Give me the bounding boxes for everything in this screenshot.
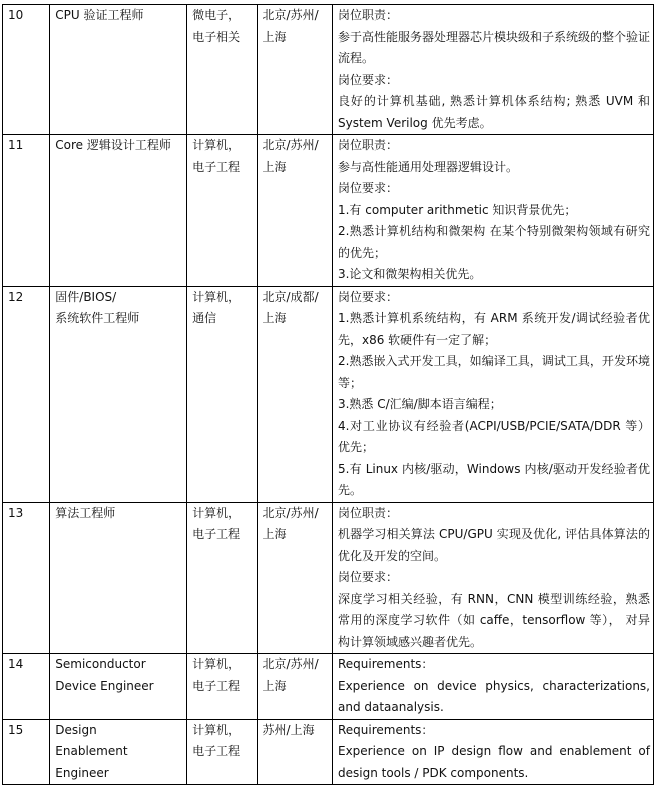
- details-line: 岗位职责：: [337, 138, 398, 152]
- major-line: 通信: [192, 311, 217, 325]
- major-cell: [187, 654, 257, 720]
- job-title-line: Semiconductor: [55, 657, 146, 671]
- details-line: 良好的计算机基础, 熟悉计算机体系结构; 熟悉 UVM 和 System Verilog 优先考虑。: [337, 94, 650, 130]
- table-row: [3, 5, 654, 135]
- details-line: Requirements：: [337, 657, 434, 671]
- location-line: 北京/苏州/: [262, 8, 319, 22]
- details-line: 机器学习相关算法 CPU/GPU 实现及优化, 评估具体算法的优化及开发的空间。: [337, 527, 650, 563]
- major-line: 计算机，: [192, 722, 241, 737]
- job-number-cell: [3, 5, 50, 135]
- job-title-cell: [50, 5, 187, 135]
- details-line: 4.对工业协议有经验者(ACPI/USB/PCIE/SATA/DDR 等）优先；: [337, 418, 650, 454]
- job-title-line: CPU 验证工程师: [55, 8, 144, 22]
- details-cell: [332, 654, 653, 720]
- location-line: 上海: [262, 527, 287, 541]
- job-title-cell: [50, 502, 187, 654]
- details-line: 岗位职责：: [337, 8, 398, 22]
- major-line: 电子相关: [192, 29, 241, 44]
- location-line: 上海: [262, 678, 287, 693]
- details-line: Experience on IP design flow and enablement of design tools / PDK components.: [337, 744, 650, 780]
- job-number-cell: [3, 719, 50, 785]
- major-cell: [187, 502, 257, 654]
- major-cell: [187, 286, 257, 502]
- details-line: 岗位要求：: [337, 289, 398, 304]
- major-line: 电子工程: [192, 744, 241, 758]
- major-line: 微电子，: [192, 8, 241, 22]
- job-number: 14: [8, 657, 24, 671]
- location-line: 北京/成都/: [262, 289, 319, 304]
- location-line: 上海: [262, 311, 287, 325]
- major-cell: [187, 5, 257, 135]
- major-line: 计算机，: [192, 138, 241, 152]
- details-cell: [332, 5, 653, 135]
- job-number: 12: [8, 289, 24, 304]
- location-line: 上海: [262, 29, 287, 44]
- job-title-line: Design: [55, 722, 97, 737]
- details-line: 岗位要求：: [337, 570, 398, 584]
- job-title-line: 系统软件工程师: [55, 311, 140, 325]
- job-number-cell: [3, 502, 50, 654]
- table-row: [3, 719, 654, 785]
- location-line: 上海: [262, 159, 287, 174]
- job-title-line: Core 逻辑设计工程师: [55, 138, 171, 152]
- job-number-cell: [3, 654, 50, 720]
- location-cell: [257, 286, 332, 502]
- details-line: 2.熟悉嵌入式开发工具，如编译工具，调试工具，开发环境等；: [337, 354, 650, 390]
- details-cell: [332, 502, 653, 654]
- details-cell: [332, 135, 653, 287]
- details-line: 3.论文和微架构相关优先。: [337, 267, 482, 281]
- details-cell: [332, 286, 653, 502]
- job-title-line: Device Engineer: [55, 678, 154, 693]
- job-title-cell: [50, 719, 187, 785]
- details-line: 1.有 computer arithmetic 知识背景优先；: [337, 202, 577, 217]
- major-cell: [187, 135, 257, 287]
- details-line: 参与高性能通用处理器逻辑设计。: [337, 159, 518, 174]
- major-line: 电子工程: [192, 678, 241, 693]
- job-number: 15: [8, 722, 24, 737]
- job-title-cell: [50, 286, 187, 502]
- major-line: 计算机，: [192, 657, 241, 671]
- details-line: 3.熟悉 C/汇编/脚本语言编程；: [337, 397, 502, 411]
- details-line: 岗位职责：: [337, 505, 398, 520]
- job-table: [2, 4, 654, 785]
- job-title-cell: [50, 135, 187, 287]
- details-line: 岗位要求：: [337, 72, 398, 87]
- job-number: 10: [8, 8, 24, 22]
- details-line: 深度学习相关经验，有 RNN，CNN 模型训练经验，熟悉常用的深度学习软件（如 caffe，tensorflow 等）， 对异构计算领域感兴趣者优先。: [337, 591, 650, 649]
- job-number: 13: [8, 505, 24, 520]
- job-table-body: [3, 5, 654, 785]
- job-title-line: 固件/BIOS/: [55, 289, 117, 304]
- location-cell: [257, 135, 332, 287]
- location-line: 苏州/上海: [262, 722, 315, 737]
- major-cell: [187, 719, 257, 785]
- details-line: Requirements：: [337, 722, 434, 737]
- table-row: [3, 502, 654, 654]
- job-number-cell: [3, 286, 50, 502]
- table-row: [3, 135, 654, 287]
- details-line: 1.熟悉计算机系统结构，有 ARM 系统开发/调试经验者优先，x86 软硬件有一定了解；: [337, 311, 650, 347]
- details-line: Experience on device physics, characterizations, and dataanalysis.: [337, 678, 650, 714]
- job-title-cell: [50, 654, 187, 720]
- table-row: [3, 286, 654, 502]
- location-line: 北京/苏州/: [262, 505, 319, 520]
- location-cell: [257, 654, 332, 720]
- details-line: 参于高性能服务器处理器芯片模块级和子系统级的整个验证流程。: [337, 29, 650, 65]
- location-cell: [257, 5, 332, 135]
- location-cell: [257, 719, 332, 785]
- major-line: 电子工程: [192, 527, 241, 541]
- job-number: 11: [8, 138, 24, 152]
- job-title-line: 算法工程师: [55, 505, 116, 520]
- job-title-line: Enablement Engineer: [55, 744, 128, 780]
- details-line: 2.熟悉计算机结构和微架构 在某个特别微架构领域有研究的优先；: [337, 224, 650, 260]
- table-row: [3, 654, 654, 720]
- location-cell: [257, 502, 332, 654]
- location-line: 北京/苏州/: [262, 657, 319, 671]
- details-line: 5.有 Linux 内核/驱动，Windows 内核/驱动开发经验者优先。: [337, 461, 650, 497]
- major-line: 电子工程: [192, 159, 241, 174]
- details-cell: [332, 719, 653, 785]
- details-line: 岗位要求：: [337, 181, 398, 195]
- major-line: 计算机，: [192, 289, 241, 304]
- location-line: 北京/苏州/: [262, 138, 319, 152]
- major-line: 计算机，: [192, 505, 241, 520]
- job-number-cell: [3, 135, 50, 287]
